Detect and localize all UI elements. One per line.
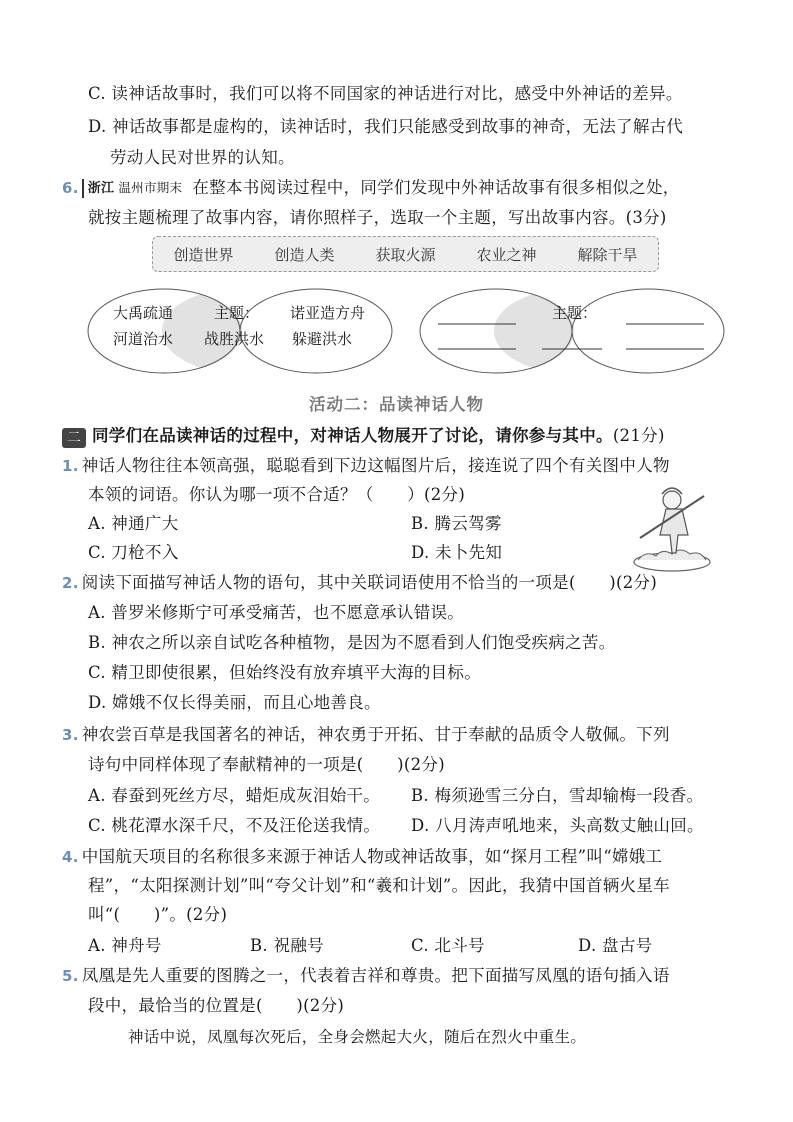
answer-venn-center-label: 主题： (552, 304, 598, 322)
option-a: A. 春蚕到死丝方尽，蜡炬成灰泪始干。 (88, 786, 381, 805)
theme-item: 农业之神 (476, 245, 537, 264)
option-c: C. 刀枪不入 (88, 543, 179, 562)
theme-item: 解除干旱 (577, 245, 638, 264)
venn-center-label: 主题： (214, 304, 260, 322)
venn-left-line1: 大禹疏通 (113, 304, 174, 322)
question-4-line3: 叫“( )”。(2分) (88, 905, 228, 924)
question-5-line2: 段中，最恰当的位置是( )(2分) (88, 996, 345, 1015)
question-6-line1 (62, 176, 680, 200)
theme-item: 获取火源 (375, 245, 436, 264)
question-5-quote: 神话中说，凤凰每次死后，全身会燃起大火，随后在烈火中重生。 (128, 1028, 587, 1046)
question-number: 6. (62, 179, 79, 197)
tag-province: 浙江 (87, 181, 115, 196)
question-5-line1 (62, 964, 670, 988)
activity-heading: 活动二：品读神话人物 (309, 395, 484, 414)
option-c: C. 北斗号 (411, 936, 485, 955)
theme-item: 创造世界 (173, 245, 234, 264)
venn-left-line2: 河道治水 (113, 330, 174, 348)
option-a: A. 神通广大 (88, 514, 179, 533)
option-d-line2: 劳动人民对世界的认知。 (110, 148, 295, 167)
option-d: D. 嫦娥不仅长得美丽，而且心地善良。 (88, 693, 381, 712)
option-a: A. 普罗米修斯宁可承受痛苦，也不愿意承认错误。 (88, 603, 465, 622)
option-c: C. 读神话故事时，我们可以将不同国家的神话进行对比，感受中外神话的差异。 (88, 84, 683, 103)
question-3-line2: 诗句中同样体现了奉献精神的一项是( )(2分) (88, 755, 445, 774)
question-4-line2: 程”，“太阳探测计划”叫“夸父计划”和“羲和计划”。因此，我猜中国首辆火星车 (88, 876, 670, 895)
question-2-line1 (62, 571, 657, 595)
sun-wukong-illustration (628, 478, 716, 574)
option-d: D. 八月涛声吼地来，头高数丈触山回。 (411, 816, 704, 835)
option-d-line1: D. 神话故事都是虚构的，读神话时，我们只能感受到故事的神奇，无法了解古代 (88, 117, 684, 136)
option-d: D. 未卜先知 (411, 543, 503, 562)
option-a: A. 神舟号 (88, 936, 162, 955)
question-number: 3. (62, 726, 79, 744)
question-number: 5. (62, 967, 79, 985)
question-text: 在整本书阅读过程中，同学们发现中外神话故事有很多相似之处， (192, 178, 680, 197)
question-text: 中国航天项目的名称很多来源于神话人物或神话故事，如“探月工程”叫“嫦娥工 (81, 847, 663, 866)
option-b: B. 神农之所以亲自试吃各种植物，是因为不愿看到人们饱受疾病之苦。 (88, 633, 616, 652)
question-text: 凤凰是先人重要的图腾之一，代表着吉祥和尊贵。把下面描写凤凰的语句插入语 (81, 966, 670, 985)
tag-city: 温州市期末 (118, 180, 183, 195)
question-number: 1. (62, 457, 79, 475)
option-c: C. 桃花潭水深千尺，不及汪伦送我情。 (88, 816, 381, 835)
option-c: C. 精卫即使很累，但始终没有放弃填平大海的目标。 (88, 663, 482, 682)
question-text: 神话人物往往本领高强，聪聪看到下边这幅图片后，接连说了四个有关图中人物 (81, 456, 670, 475)
venn-center-value: 战胜洪水 (204, 330, 265, 348)
section-intro-text: 同学们在品读神话的过程中，对神话人物展开了讨论，请你参与其中。 (92, 426, 613, 445)
theme-item: 创造人类 (274, 245, 335, 264)
venn-right-line2: 躲避洪水 (292, 330, 353, 348)
venn-right-line1: 诺亚造方舟 (290, 304, 366, 322)
option-b: B. 梅须逊雪三分白，雪却输梅一段香。 (411, 786, 704, 805)
option-b: B. 腾云驾雾 (411, 514, 502, 533)
source-tag (82, 179, 187, 198)
question-text: 阅读下面描写神话人物的语句，其中关联词语使用不恰当的一项是( )(2分) (81, 573, 658, 592)
question-4-line1 (62, 845, 662, 869)
answer-venn-diagram (418, 282, 728, 380)
question-number: 2. (62, 574, 79, 592)
question-1-line2: 本领的词语。你认为哪一项不合适？（ ）(2分) (88, 485, 466, 504)
question-text: 神农尝百草是我国著名的神话，神农勇于开拓、甘于奉献的品质令人敬佩。下列 (81, 725, 670, 744)
option-d: D. 盘古号 (578, 936, 653, 955)
section-intro (62, 424, 665, 448)
question-number: 4. (62, 848, 79, 866)
question-1-line1 (62, 454, 670, 478)
question-6-line2: 就按主题梳理了故事内容，请你照样子，选取一个主题，写出故事内容。(3分) (88, 208, 667, 227)
theme-list-box (152, 236, 659, 272)
question-3-line1 (62, 723, 670, 747)
section-number-icon: 二 (62, 428, 86, 448)
head-icon (663, 491, 681, 509)
option-b: B. 祝融号 (250, 936, 324, 955)
section-points: (21分) (612, 426, 665, 445)
